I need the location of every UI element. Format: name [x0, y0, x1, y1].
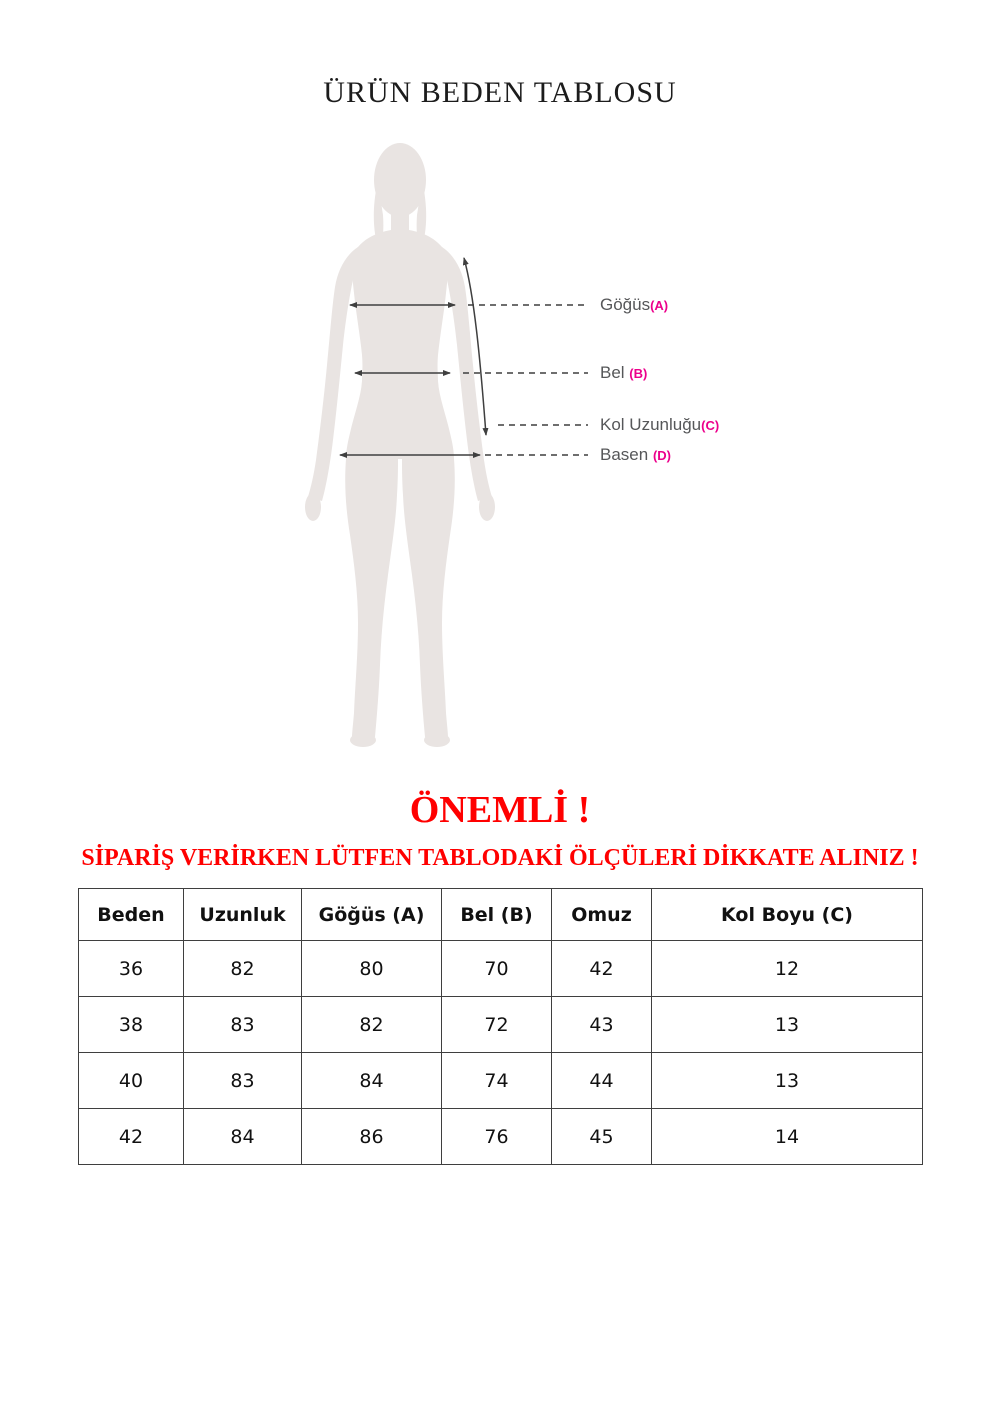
cell-beden: 38: [79, 997, 184, 1053]
cell-gogus: 86: [302, 1109, 442, 1165]
cell-omuz: 43: [552, 997, 652, 1053]
body-silhouette: [305, 143, 495, 747]
table-row: [79, 941, 923, 997]
table-row: [79, 1109, 923, 1165]
waist-label-text: Bel: [600, 363, 630, 382]
cell-uzunluk: 82: [184, 941, 302, 997]
measurement-label-arm-length: [600, 414, 719, 436]
cell-kol-boyu: 13: [652, 1053, 923, 1109]
page-title: ÜRÜN BEDEN TABLOSU: [323, 76, 677, 109]
size-table: [78, 888, 923, 1165]
measurement-label-chest: [600, 294, 668, 316]
important-heading: ÖNEMLİ !: [409, 789, 591, 831]
arm-length-label-code: (C): [701, 418, 720, 433]
cell-beden: 42: [79, 1109, 184, 1165]
cell-bel: 74: [442, 1053, 552, 1109]
cell-omuz: 45: [552, 1109, 652, 1165]
col-header-gogus: Göğüs (A): [302, 889, 442, 941]
cell-gogus: 80: [302, 941, 442, 997]
col-header-bel: Bel (B): [442, 889, 552, 941]
cell-bel: 76: [442, 1109, 552, 1165]
cell-kol-boyu: 13: [652, 997, 923, 1053]
measurement-label-waist: [600, 362, 647, 384]
size-table-header-row: [79, 889, 923, 941]
cell-bel: 72: [442, 997, 552, 1053]
hip-label-text: Basen: [600, 445, 653, 464]
cell-gogus: 84: [302, 1053, 442, 1109]
cell-gogus: 82: [302, 997, 442, 1053]
col-header-uzunluk: Uzunluk: [184, 889, 302, 941]
hip-label-code: (D): [652, 448, 671, 463]
cell-kol-boyu: 12: [652, 941, 923, 997]
measurement-label-hip: [600, 444, 671, 466]
warning-text: SİPARİŞ VERİRKEN LÜTFEN TABLODAKİ ÖLÇÜLERİ DİKKATE ALINIZ !: [81, 845, 919, 871]
body-silhouette-figure: [280, 135, 600, 750]
waist-label-code: (B): [629, 366, 648, 381]
cell-bel: 70: [442, 941, 552, 997]
col-header-omuz: Omuz: [552, 889, 652, 941]
table-row: [79, 1053, 923, 1109]
cell-uzunluk: 83: [184, 997, 302, 1053]
col-header-beden: Beden: [79, 889, 184, 941]
cell-uzunluk: 83: [184, 1053, 302, 1109]
cell-omuz: 44: [552, 1053, 652, 1109]
chest-label-code: (A): [650, 298, 669, 313]
cell-omuz: 42: [552, 941, 652, 997]
cell-beden: 40: [79, 1053, 184, 1109]
chest-label-text: Göğüs: [600, 295, 651, 314]
cell-kol-boyu: 14: [652, 1109, 923, 1165]
col-header-kol-boyu: Kol Boyu (C): [652, 889, 923, 941]
table-row: [79, 997, 923, 1053]
cell-beden: 36: [79, 941, 184, 997]
arm-length-label-text: Kol Uzunluğu: [600, 415, 702, 434]
cell-uzunluk: 84: [184, 1109, 302, 1165]
